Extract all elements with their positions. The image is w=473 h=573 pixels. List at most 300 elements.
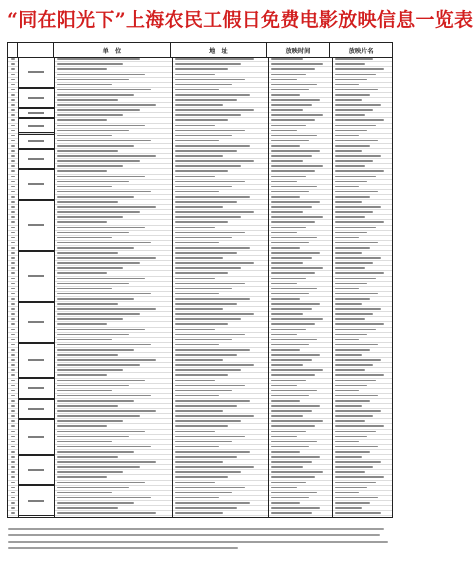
cell-text-placeholder bbox=[11, 170, 15, 172]
cell-text-placeholder bbox=[271, 380, 306, 382]
cell-text-placeholder bbox=[335, 323, 384, 325]
table-row bbox=[8, 506, 392, 510]
cell-text-placeholder bbox=[175, 293, 219, 295]
district-label-placeholder bbox=[28, 500, 44, 502]
cell-text-placeholder bbox=[175, 247, 250, 249]
cell-text-placeholder bbox=[57, 232, 129, 234]
cell-text-placeholder bbox=[271, 94, 300, 96]
column-divider bbox=[172, 57, 173, 517]
cell-text-placeholder bbox=[175, 507, 237, 509]
cell-text-placeholder bbox=[11, 385, 15, 387]
cell-text-placeholder bbox=[57, 456, 118, 458]
cell-text-placeholder bbox=[57, 145, 134, 147]
table-row bbox=[8, 429, 392, 433]
cell-text-placeholder bbox=[57, 487, 129, 489]
cell-text-placeholder bbox=[57, 104, 156, 106]
district-label-placeholder bbox=[28, 436, 44, 438]
cell-text-placeholder bbox=[175, 242, 219, 244]
cell-text-placeholder bbox=[271, 512, 312, 514]
cell-text-placeholder bbox=[11, 109, 15, 111]
cell-text-placeholder bbox=[335, 272, 384, 274]
cell-text-placeholder bbox=[271, 227, 306, 229]
cell-text-placeholder bbox=[11, 492, 15, 494]
cell-text-placeholder bbox=[57, 196, 134, 198]
cell-text-placeholder bbox=[11, 155, 15, 157]
cell-text-placeholder bbox=[271, 252, 320, 254]
cell-text-placeholder bbox=[335, 211, 373, 213]
cell-text-placeholder bbox=[11, 436, 15, 438]
table-row bbox=[8, 434, 392, 438]
cell-text-placeholder bbox=[175, 99, 237, 101]
cell-text-placeholder bbox=[271, 466, 303, 468]
table-row bbox=[8, 378, 392, 382]
district-cell bbox=[18, 134, 54, 149]
cell-text-placeholder bbox=[271, 272, 315, 274]
cell-text-placeholder bbox=[175, 425, 228, 427]
table-row bbox=[8, 368, 392, 372]
cell-text-placeholder bbox=[11, 216, 15, 218]
cell-text-placeholder bbox=[335, 349, 370, 351]
cell-text-placeholder bbox=[271, 79, 297, 81]
cell-text-placeholder bbox=[175, 109, 254, 111]
cell-text-placeholder bbox=[175, 303, 237, 305]
cell-text-placeholder bbox=[335, 94, 370, 96]
column-header-unit: 单 位 bbox=[54, 43, 171, 57]
table-row bbox=[8, 302, 392, 306]
cell-text-placeholder bbox=[57, 364, 140, 366]
cell-text-placeholder bbox=[175, 68, 228, 70]
cell-text-placeholder bbox=[335, 186, 359, 188]
cell-text-placeholder bbox=[11, 242, 15, 244]
cell-text-placeholder bbox=[57, 283, 129, 285]
table-row bbox=[8, 185, 392, 189]
cell-text-placeholder bbox=[271, 482, 306, 484]
table-row bbox=[8, 394, 392, 398]
table-row bbox=[8, 322, 392, 326]
cell-text-placeholder bbox=[335, 436, 367, 438]
table-row bbox=[8, 450, 392, 454]
cell-text-placeholder bbox=[11, 196, 15, 198]
cell-text-placeholder bbox=[11, 181, 15, 183]
cell-text-placeholder bbox=[271, 119, 315, 121]
cell-text-placeholder bbox=[271, 420, 323, 422]
table-row bbox=[8, 409, 392, 413]
cell-text-placeholder bbox=[11, 380, 15, 382]
cell-text-placeholder bbox=[271, 507, 320, 509]
cell-text-placeholder bbox=[11, 344, 15, 346]
cell-text-placeholder bbox=[57, 451, 134, 453]
cell-text-placeholder bbox=[11, 135, 15, 137]
cell-text-placeholder bbox=[11, 502, 15, 504]
cell-text-placeholder bbox=[335, 176, 376, 178]
cell-text-placeholder bbox=[57, 476, 107, 478]
table-row bbox=[8, 195, 392, 199]
cell-text-placeholder bbox=[11, 318, 15, 320]
table-row bbox=[8, 363, 392, 367]
cell-text-placeholder bbox=[175, 354, 237, 356]
table-row bbox=[8, 154, 392, 158]
cell-text-placeholder bbox=[271, 390, 317, 392]
cell-text-placeholder bbox=[335, 252, 362, 254]
cell-text-placeholder bbox=[175, 211, 254, 213]
cell-text-placeholder bbox=[57, 94, 134, 96]
cell-text-placeholder bbox=[57, 181, 129, 183]
cell-text-placeholder bbox=[57, 165, 123, 167]
cell-text-placeholder bbox=[271, 206, 312, 208]
cell-text-placeholder bbox=[57, 293, 151, 295]
cell-text-placeholder bbox=[175, 283, 245, 285]
table-row bbox=[8, 440, 392, 444]
cell-text-placeholder bbox=[175, 359, 223, 361]
table-row bbox=[8, 256, 392, 260]
cell-text-placeholder bbox=[11, 165, 15, 167]
cell-text-placeholder bbox=[335, 502, 370, 504]
table-row bbox=[8, 179, 392, 183]
cell-text-placeholder bbox=[57, 502, 134, 504]
cell-text-placeholder bbox=[57, 390, 112, 392]
cell-text-placeholder bbox=[271, 125, 306, 127]
district-cell bbox=[18, 378, 54, 398]
cell-text-placeholder bbox=[271, 150, 320, 152]
cell-text-placeholder bbox=[175, 339, 232, 341]
cell-text-placeholder bbox=[11, 119, 15, 121]
cell-text-placeholder bbox=[57, 114, 123, 116]
cell-text-placeholder bbox=[335, 446, 378, 448]
table-row bbox=[8, 225, 392, 229]
cell-text-placeholder bbox=[11, 482, 15, 484]
cell-text-placeholder bbox=[271, 359, 312, 361]
cell-text-placeholder bbox=[335, 487, 367, 489]
cell-text-placeholder bbox=[271, 99, 320, 101]
cell-text-placeholder bbox=[57, 313, 140, 315]
cell-text-placeholder bbox=[335, 466, 373, 468]
table-row bbox=[8, 455, 392, 459]
cell-text-placeholder bbox=[57, 89, 151, 91]
cell-text-placeholder bbox=[57, 405, 118, 407]
cell-text-placeholder bbox=[57, 211, 140, 213]
table-row bbox=[8, 511, 392, 515]
cell-text-placeholder bbox=[11, 206, 15, 208]
cell-text-placeholder bbox=[271, 140, 309, 142]
cell-text-placeholder bbox=[175, 441, 232, 443]
cell-text-placeholder bbox=[175, 267, 241, 269]
cell-text-placeholder bbox=[175, 125, 215, 127]
cell-text-placeholder bbox=[271, 405, 320, 407]
table-row bbox=[8, 159, 392, 163]
cell-text-placeholder bbox=[175, 461, 223, 463]
cell-text-placeholder bbox=[57, 492, 112, 494]
cell-text-placeholder bbox=[271, 369, 323, 371]
cell-text-placeholder bbox=[175, 400, 250, 402]
cell-text-placeholder bbox=[271, 145, 300, 147]
cell-text-placeholder bbox=[11, 313, 15, 315]
cell-text-placeholder bbox=[335, 374, 384, 376]
cell-text-placeholder bbox=[11, 232, 15, 234]
cell-text-placeholder bbox=[57, 221, 107, 223]
cell-text-placeholder bbox=[11, 466, 15, 468]
cell-text-placeholder bbox=[335, 313, 373, 315]
table-row bbox=[8, 343, 392, 347]
cell-text-placeholder bbox=[271, 267, 323, 269]
cell-text-placeholder bbox=[11, 471, 15, 473]
district-label-placeholder bbox=[28, 275, 44, 277]
table-row bbox=[8, 312, 392, 316]
footer-notes bbox=[8, 523, 392, 567]
cell-text-placeholder bbox=[335, 89, 378, 91]
cell-text-placeholder bbox=[175, 155, 223, 157]
table-row bbox=[8, 414, 392, 418]
district-label-placeholder bbox=[28, 387, 44, 389]
cell-text-placeholder bbox=[271, 130, 297, 132]
cell-text-placeholder bbox=[57, 267, 123, 269]
cell-text-placeholder bbox=[57, 420, 123, 422]
cell-text-placeholder bbox=[175, 186, 232, 188]
cell-text-placeholder bbox=[175, 196, 250, 198]
cell-text-placeholder bbox=[175, 74, 215, 76]
district-cell bbox=[18, 455, 54, 486]
cell-text-placeholder bbox=[335, 512, 381, 514]
cell-text-placeholder bbox=[271, 114, 323, 116]
cell-text-placeholder bbox=[335, 242, 378, 244]
cell-text-placeholder bbox=[57, 191, 151, 193]
district-cell bbox=[18, 485, 54, 516]
district-label-placeholder bbox=[28, 408, 44, 410]
cell-text-placeholder bbox=[271, 242, 309, 244]
cell-text-placeholder bbox=[335, 344, 378, 346]
cell-text-placeholder bbox=[11, 288, 15, 290]
cell-text-placeholder bbox=[175, 323, 228, 325]
cell-text-placeholder bbox=[175, 369, 241, 371]
cell-text-placeholder bbox=[11, 303, 15, 305]
cell-text-placeholder bbox=[11, 262, 15, 264]
district-label-placeholder bbox=[28, 183, 44, 185]
cell-text-placeholder bbox=[11, 339, 15, 341]
cell-text-placeholder bbox=[11, 191, 15, 193]
cell-text-placeholder bbox=[11, 323, 15, 325]
cell-text-placeholder bbox=[335, 318, 365, 320]
cell-text-placeholder bbox=[271, 431, 306, 433]
district-label-placeholder bbox=[28, 321, 44, 323]
cell-text-placeholder bbox=[175, 318, 241, 320]
cell-text-placeholder bbox=[271, 232, 297, 234]
table-row bbox=[8, 404, 392, 408]
cell-text-placeholder bbox=[335, 390, 359, 392]
cell-text-placeholder bbox=[271, 221, 315, 223]
cell-text-placeholder bbox=[175, 191, 219, 193]
footer-text-line bbox=[8, 534, 380, 536]
cell-text-placeholder bbox=[57, 471, 123, 473]
cell-text-placeholder bbox=[175, 436, 245, 438]
cell-text-placeholder bbox=[335, 160, 373, 162]
cell-text-placeholder bbox=[271, 84, 317, 86]
cell-text-placeholder bbox=[57, 176, 145, 178]
table-row bbox=[8, 480, 392, 484]
table-row bbox=[8, 251, 392, 255]
cell-text-placeholder bbox=[335, 63, 365, 65]
cell-text-placeholder bbox=[57, 170, 107, 172]
cell-text-placeholder bbox=[175, 344, 219, 346]
cell-text-placeholder bbox=[11, 58, 15, 60]
cell-text-placeholder bbox=[57, 354, 118, 356]
column-header-time: 放映时间 bbox=[267, 43, 331, 57]
cell-text-placeholder bbox=[271, 476, 315, 478]
cell-text-placeholder bbox=[175, 119, 228, 121]
cell-text-placeholder bbox=[57, 308, 156, 310]
cell-text-placeholder bbox=[335, 441, 359, 443]
column-header-district bbox=[18, 43, 54, 57]
cell-text-placeholder bbox=[271, 329, 306, 331]
cell-text-placeholder bbox=[271, 461, 312, 463]
cell-text-placeholder bbox=[57, 512, 156, 514]
cell-text-placeholder bbox=[11, 308, 15, 310]
table-row bbox=[8, 281, 392, 285]
cell-text-placeholder bbox=[57, 359, 156, 361]
cell-text-placeholder bbox=[57, 63, 123, 65]
cell-text-placeholder bbox=[11, 252, 15, 254]
cell-text-placeholder bbox=[335, 425, 384, 427]
cell-text-placeholder bbox=[175, 512, 223, 514]
cell-text-placeholder bbox=[335, 461, 381, 463]
cell-text-placeholder bbox=[335, 359, 381, 361]
cell-text-placeholder bbox=[57, 461, 156, 463]
cell-text-placeholder bbox=[271, 109, 303, 111]
cell-text-placeholder bbox=[271, 334, 297, 336]
cell-text-placeholder bbox=[11, 99, 15, 101]
cell-text-placeholder bbox=[175, 221, 228, 223]
cell-text-placeholder bbox=[57, 135, 112, 137]
cell-text-placeholder bbox=[57, 318, 123, 320]
cell-text-placeholder bbox=[11, 390, 15, 392]
cell-text-placeholder bbox=[57, 242, 151, 244]
table-row bbox=[8, 123, 392, 127]
cell-text-placeholder bbox=[271, 58, 303, 60]
cell-text-placeholder bbox=[57, 216, 123, 218]
cell-text-placeholder bbox=[57, 369, 123, 371]
cell-text-placeholder bbox=[11, 456, 15, 458]
cell-text-placeholder bbox=[175, 334, 245, 336]
cell-text-placeholder bbox=[335, 232, 367, 234]
cell-text-placeholder bbox=[11, 507, 15, 509]
cell-text-placeholder bbox=[271, 303, 320, 305]
cell-text-placeholder bbox=[57, 497, 151, 499]
cell-text-placeholder bbox=[175, 165, 241, 167]
cell-text-placeholder bbox=[175, 405, 237, 407]
district-cell bbox=[18, 149, 54, 169]
cell-text-placeholder bbox=[271, 395, 309, 397]
cell-text-placeholder bbox=[175, 456, 237, 458]
cell-text-placeholder bbox=[335, 482, 376, 484]
table-row bbox=[8, 72, 392, 76]
cell-text-placeholder bbox=[11, 349, 15, 351]
cell-text-placeholder bbox=[335, 221, 384, 223]
cell-text-placeholder bbox=[57, 140, 151, 142]
cell-text-placeholder bbox=[175, 431, 215, 433]
cell-text-placeholder bbox=[271, 104, 312, 106]
table-row bbox=[8, 327, 392, 331]
cell-text-placeholder bbox=[271, 425, 315, 427]
cell-text-placeholder bbox=[175, 288, 232, 290]
cell-text-placeholder bbox=[335, 334, 367, 336]
cell-text-placeholder bbox=[271, 191, 309, 193]
table-row bbox=[8, 485, 392, 489]
column-header-number bbox=[8, 43, 18, 57]
cell-text-placeholder bbox=[57, 425, 107, 427]
cell-text-placeholder bbox=[175, 79, 245, 81]
cell-text-placeholder bbox=[175, 257, 223, 259]
cell-text-placeholder bbox=[335, 329, 376, 331]
cell-text-placeholder bbox=[175, 58, 254, 60]
cell-text-placeholder bbox=[335, 308, 381, 310]
cell-text-placeholder bbox=[335, 471, 365, 473]
table-row bbox=[8, 200, 392, 204]
cell-text-placeholder bbox=[335, 155, 381, 157]
district-cell bbox=[18, 251, 54, 302]
cell-text-placeholder bbox=[335, 79, 367, 81]
cell-text-placeholder bbox=[271, 385, 297, 387]
cell-text-placeholder bbox=[11, 354, 15, 356]
cell-text-placeholder bbox=[271, 410, 312, 412]
cell-text-placeholder bbox=[271, 415, 303, 417]
district-cell bbox=[18, 88, 54, 108]
cell-text-placeholder bbox=[57, 349, 134, 351]
cell-text-placeholder bbox=[175, 278, 215, 280]
cell-text-placeholder bbox=[271, 400, 300, 402]
cell-text-placeholder bbox=[271, 497, 309, 499]
cell-text-placeholder bbox=[175, 94, 250, 96]
cell-text-placeholder bbox=[335, 140, 378, 142]
cell-text-placeholder bbox=[175, 487, 245, 489]
cell-text-placeholder bbox=[11, 267, 15, 269]
cell-text-placeholder bbox=[335, 507, 362, 509]
table-row bbox=[8, 266, 392, 270]
cell-text-placeholder bbox=[335, 74, 376, 76]
cell-text-placeholder bbox=[175, 410, 223, 412]
cell-text-placeholder bbox=[335, 451, 370, 453]
district-cell bbox=[18, 200, 54, 251]
cell-text-placeholder bbox=[271, 247, 300, 249]
cell-text-placeholder bbox=[11, 211, 15, 213]
cell-text-placeholder bbox=[57, 395, 151, 397]
district-cell bbox=[18, 399, 54, 419]
cell-text-placeholder bbox=[335, 431, 376, 433]
cell-text-placeholder bbox=[11, 283, 15, 285]
cell-text-placeholder bbox=[57, 252, 118, 254]
cell-text-placeholder bbox=[57, 446, 151, 448]
cell-text-placeholder bbox=[175, 150, 237, 152]
cell-text-placeholder bbox=[175, 130, 245, 132]
cell-text-placeholder bbox=[271, 89, 309, 91]
column-header-film: 放映片名 bbox=[348, 47, 374, 55]
cell-text-placeholder bbox=[57, 150, 118, 152]
cell-text-placeholder bbox=[271, 278, 306, 280]
cell-text-placeholder bbox=[11, 334, 15, 336]
cell-text-placeholder bbox=[175, 451, 250, 453]
district-label-placeholder bbox=[28, 71, 44, 73]
cell-text-placeholder bbox=[271, 237, 317, 239]
cell-text-placeholder bbox=[271, 170, 315, 172]
table-row bbox=[8, 83, 392, 87]
cell-text-placeholder bbox=[57, 247, 134, 249]
cell-text-placeholder bbox=[175, 329, 215, 331]
cell-text-placeholder bbox=[57, 186, 112, 188]
cell-text-placeholder bbox=[175, 201, 237, 203]
cell-text-placeholder bbox=[11, 63, 15, 65]
cell-text-placeholder bbox=[175, 89, 219, 91]
cell-text-placeholder bbox=[271, 436, 297, 438]
table-row bbox=[8, 332, 392, 336]
cell-text-placeholder bbox=[271, 456, 320, 458]
table-row bbox=[8, 399, 392, 403]
